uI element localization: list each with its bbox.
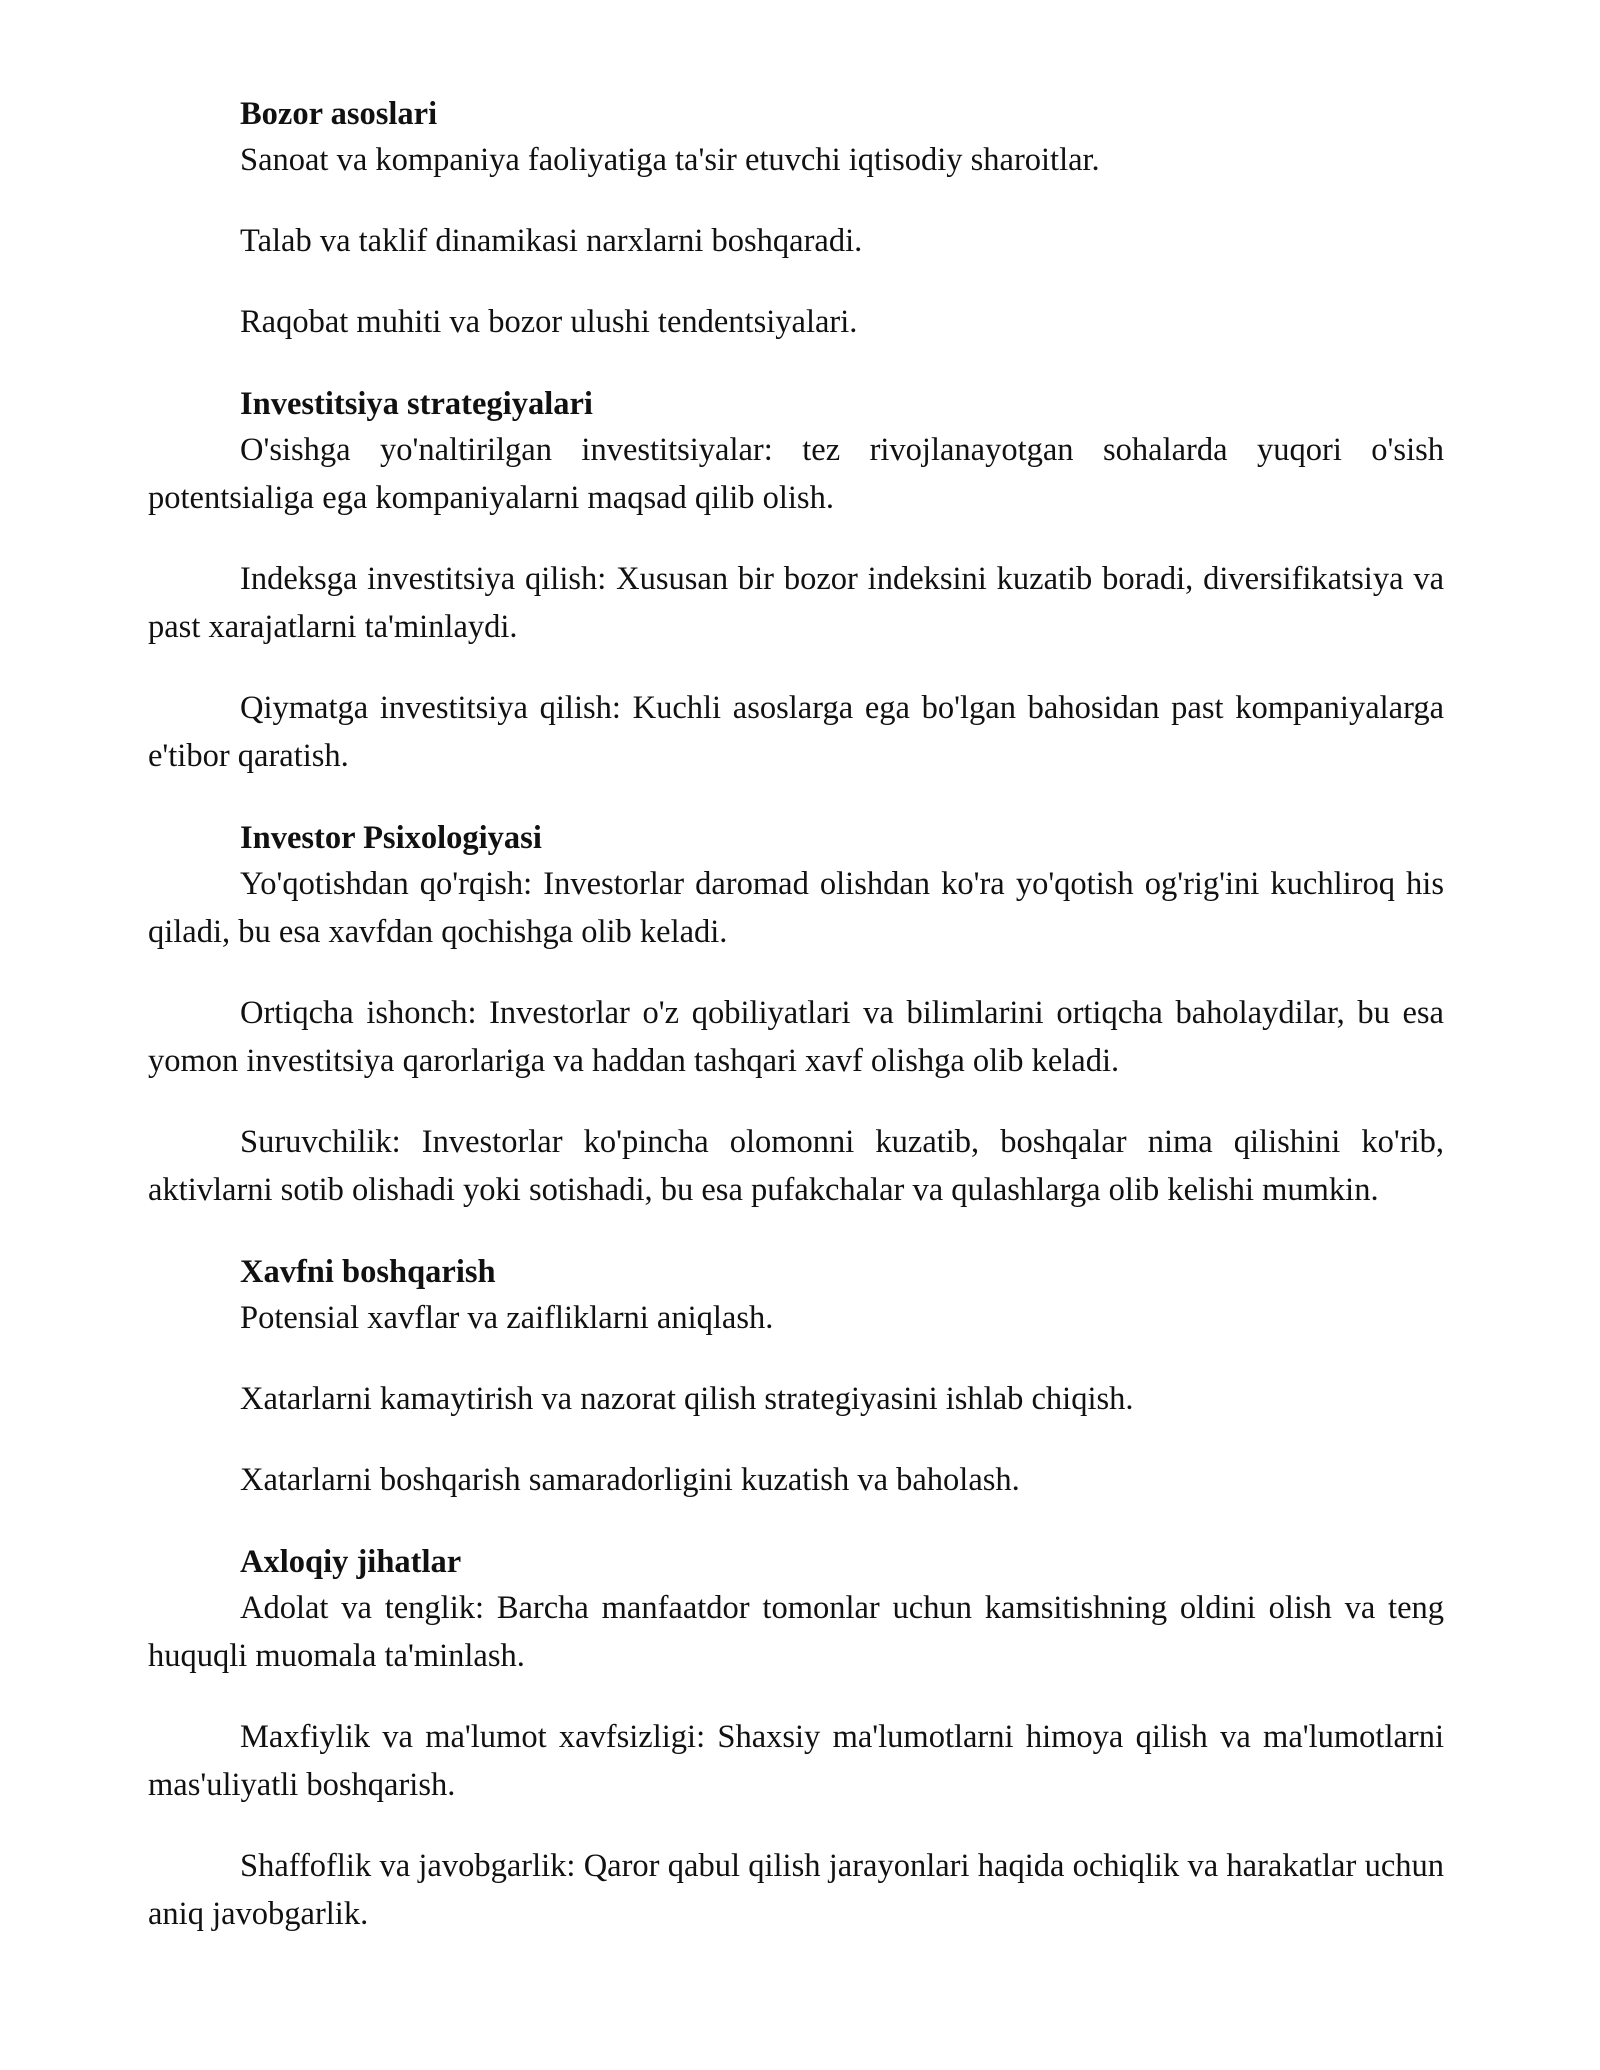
paragraph: Shaffoflik va javobgarlik: Qaror qabul qilish jarayonlari haqida ochiqlik va harakatlar uchun aniq javobgarlik. <box>148 1848 1444 1932</box>
section-risk-management <box>148 1250 1444 1504</box>
paragraph: Ortiqcha ishonch: Investorlar o'z qobiliyatlari va bilimlarini ortiqcha baholaydilar, bu esa yomon investitsiya qarorlariga va haddan tashqari xavf olishga olib keladi. <box>148 995 1444 1079</box>
paragraph: Xatarlarni kamaytirish va nazorat qilish strategiyasini ishlab chiqish. <box>240 1381 1134 1417</box>
paragraph: Suruvchilik: Investorlar ko'pincha olomonni kuzatib, boshqalar nima qilishini ko'rib, aktivlarni sotib olishadi yoki sotishadi, bu esa pufakchalar va qulashlarga olib kelishi mumkin. <box>148 1124 1444 1208</box>
section-investment-strategies <box>148 382 1444 780</box>
section-heading: Investor Psixologiyasi <box>240 820 542 856</box>
paragraph: Xatarlarni boshqarish samaradorligini kuzatish va baholash. <box>240 1462 1020 1498</box>
section-ethical-aspects <box>148 1540 1444 1938</box>
paragraph: Raqobat muhiti va bozor ulushi tendentsiyalari. <box>240 304 858 340</box>
paragraph: Qiymatga investitsiya qilish: Kuchli asoslarga ega bo'lgan bahosidan past kompaniyalarga e'tibor qaratish. <box>148 690 1444 774</box>
section-heading: Axloqiy jihatlar <box>240 1544 462 1580</box>
paragraph: Potensial xavflar va zaifliklarni aniqlash. <box>240 1300 774 1336</box>
section-heading: Xavfni boshqarish <box>240 1254 496 1290</box>
paragraph: O'sishga yo'naltirilgan investitsiyalar: tez rivojlanayotgan sohalarda yuqori o'sish potentsialiga ega kompaniyalarni maqsad qilib olish. <box>148 432 1444 516</box>
section-market-basics <box>148 92 1444 346</box>
paragraph: Yo'qotishdan qo'rqish: Investorlar daromad olishdan ko'ra yo'qotish og'rig'ini kuchliroq his qiladi, bu esa xavfdan qochishga olib keladi. <box>148 866 1444 950</box>
paragraph: Sanoat va kompaniya faoliyatiga ta'sir etuvchi iqtisodiy sharoitlar. <box>240 142 1100 178</box>
section-investor-psychology <box>148 816 1444 1214</box>
paragraph: Adolat va tenglik: Barcha manfaatdor tomonlar uchun kamsitishning oldini olish va teng huquqli muomala ta'minlash. <box>148 1590 1444 1674</box>
paragraph: Talab va taklif dinamikasi narxlarni boshqaradi. <box>240 223 863 259</box>
paragraph: Indeksga investitsiya qilish: Xususan bir bozor indeksini kuzatib boradi, diversifikatsiya va past xarajatlarni ta'minlaydi. <box>148 561 1444 645</box>
section-heading: Bozor asoslari <box>240 96 438 132</box>
paragraph: Maxfiylik va ma'lumot xavfsizligi: Shaxsiy ma'lumotlarni himoya qilish va ma'lumotlarni mas'uliyatli boshqarish. <box>148 1719 1444 1803</box>
section-heading: Investitsiya strategiyalari <box>240 386 593 422</box>
document-page <box>148 92 1444 1974</box>
